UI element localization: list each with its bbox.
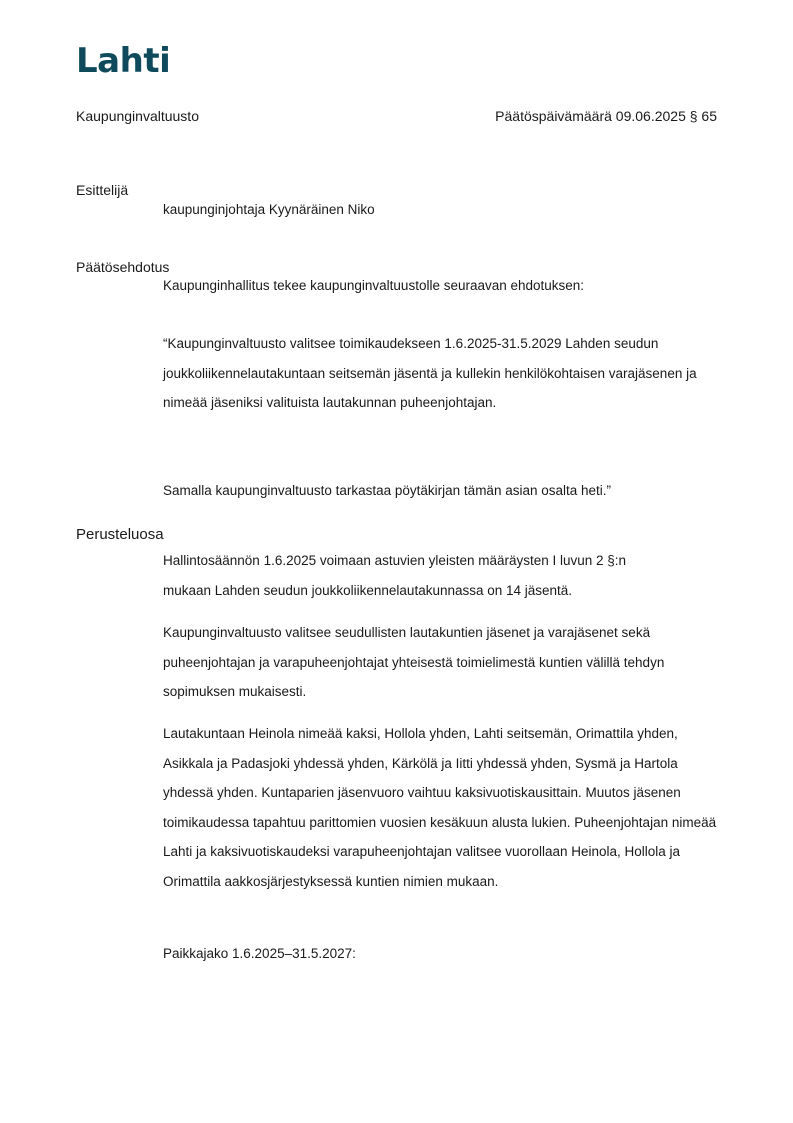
proposal-intro: Kaupunginhallitus tekee kaupunginvaltuustolle seuraavan ehdotuksen: [163, 278, 585, 293]
proposal-quote-p1: “Kaupunginvaltuusto valitsee toimikaudekseen 1.6.2025-31.5.2029 Lahden seudun joukkoliikennelautakuntaan seitsemän jäsentä ja kullekin henkilökohtaisen varajäsenen ja nimeää jäseniksi valituista lautakunnan puheenjohtajan. [163, 336, 697, 410]
reasoning-p1-block [163, 546, 673, 605]
proposal-label: Päätösehdotus [76, 259, 170, 275]
reasoning-p4-block [163, 939, 723, 969]
decision-date: Päätöspäivämäärä 09.06.2025 § 65 [495, 108, 717, 124]
proposal-quote-p2: Samalla kaupunginvaltuusto tarkastaa pöytäkirjan tämän asian osalta heti.” [163, 483, 612, 498]
proposal-quote-block [163, 329, 713, 418]
lahti-logo: Lahti [76, 41, 171, 81]
reasoning-p2: Kaupunginvaltuusto valitsee seudullisten lautakuntien jäsenet ja varajäsenet sekä puheenjohtajan ja varapuheenjohtajat yhteisestä toimielimestä kuntien välillä tehdyn sopimuksen mukaisesti. [163, 625, 665, 699]
reasoning-p2-block [163, 618, 708, 707]
reasoning-p1: Hallintosäännön 1.6.2025 voimaan astuvien yleisten määräysten I luvun 2 §:n mukaan Lahden seudun joukkoliikennelautakunnassa on 14 jäsentä. [163, 553, 627, 598]
reasoning-p4: Paikkajako 1.6.2025–31.5.2027: [163, 946, 356, 961]
proposal-intro-block [163, 277, 723, 295]
presenter-block [163, 201, 723, 219]
reasoning-p3-block [163, 719, 728, 896]
presenter-label: Esittelijä [76, 182, 129, 198]
presenter-name: kaupunginjohtaja Kyynäräinen Niko [163, 202, 375, 217]
proposal-quote-block-2 [163, 476, 723, 506]
organ-name: Kaupunginvaltuusto [76, 108, 199, 124]
reasoning-p3: Lautakuntaan Heinola nimeää kaksi, Hollola yhden, Lahti seitsemän, Orimattila yhden, Asikkala ja Padasjoki yhdessä yhden, Kärkölä ja Iitti yhdessä yhden, Sysmä ja Hartola yhdessä yhden. Kuntaparien jäsenvuoro vaihtuu kaksivuotiskausittain. Muutos jäsenen toimikaudessa tapahtuu parittomien vuosien kesäkuun alusta lukien. Puheenjohtajan nimeää Lahti ja kaksivuotiskaudeksi varapuheenjohtajan valitsee vuorollaan Heinola, Hollola ja Orimattila aakkosjärjestyksessä kuntien nimien mukaan. [163, 726, 717, 889]
reasoning-label: Perusteluosa [76, 526, 164, 543]
